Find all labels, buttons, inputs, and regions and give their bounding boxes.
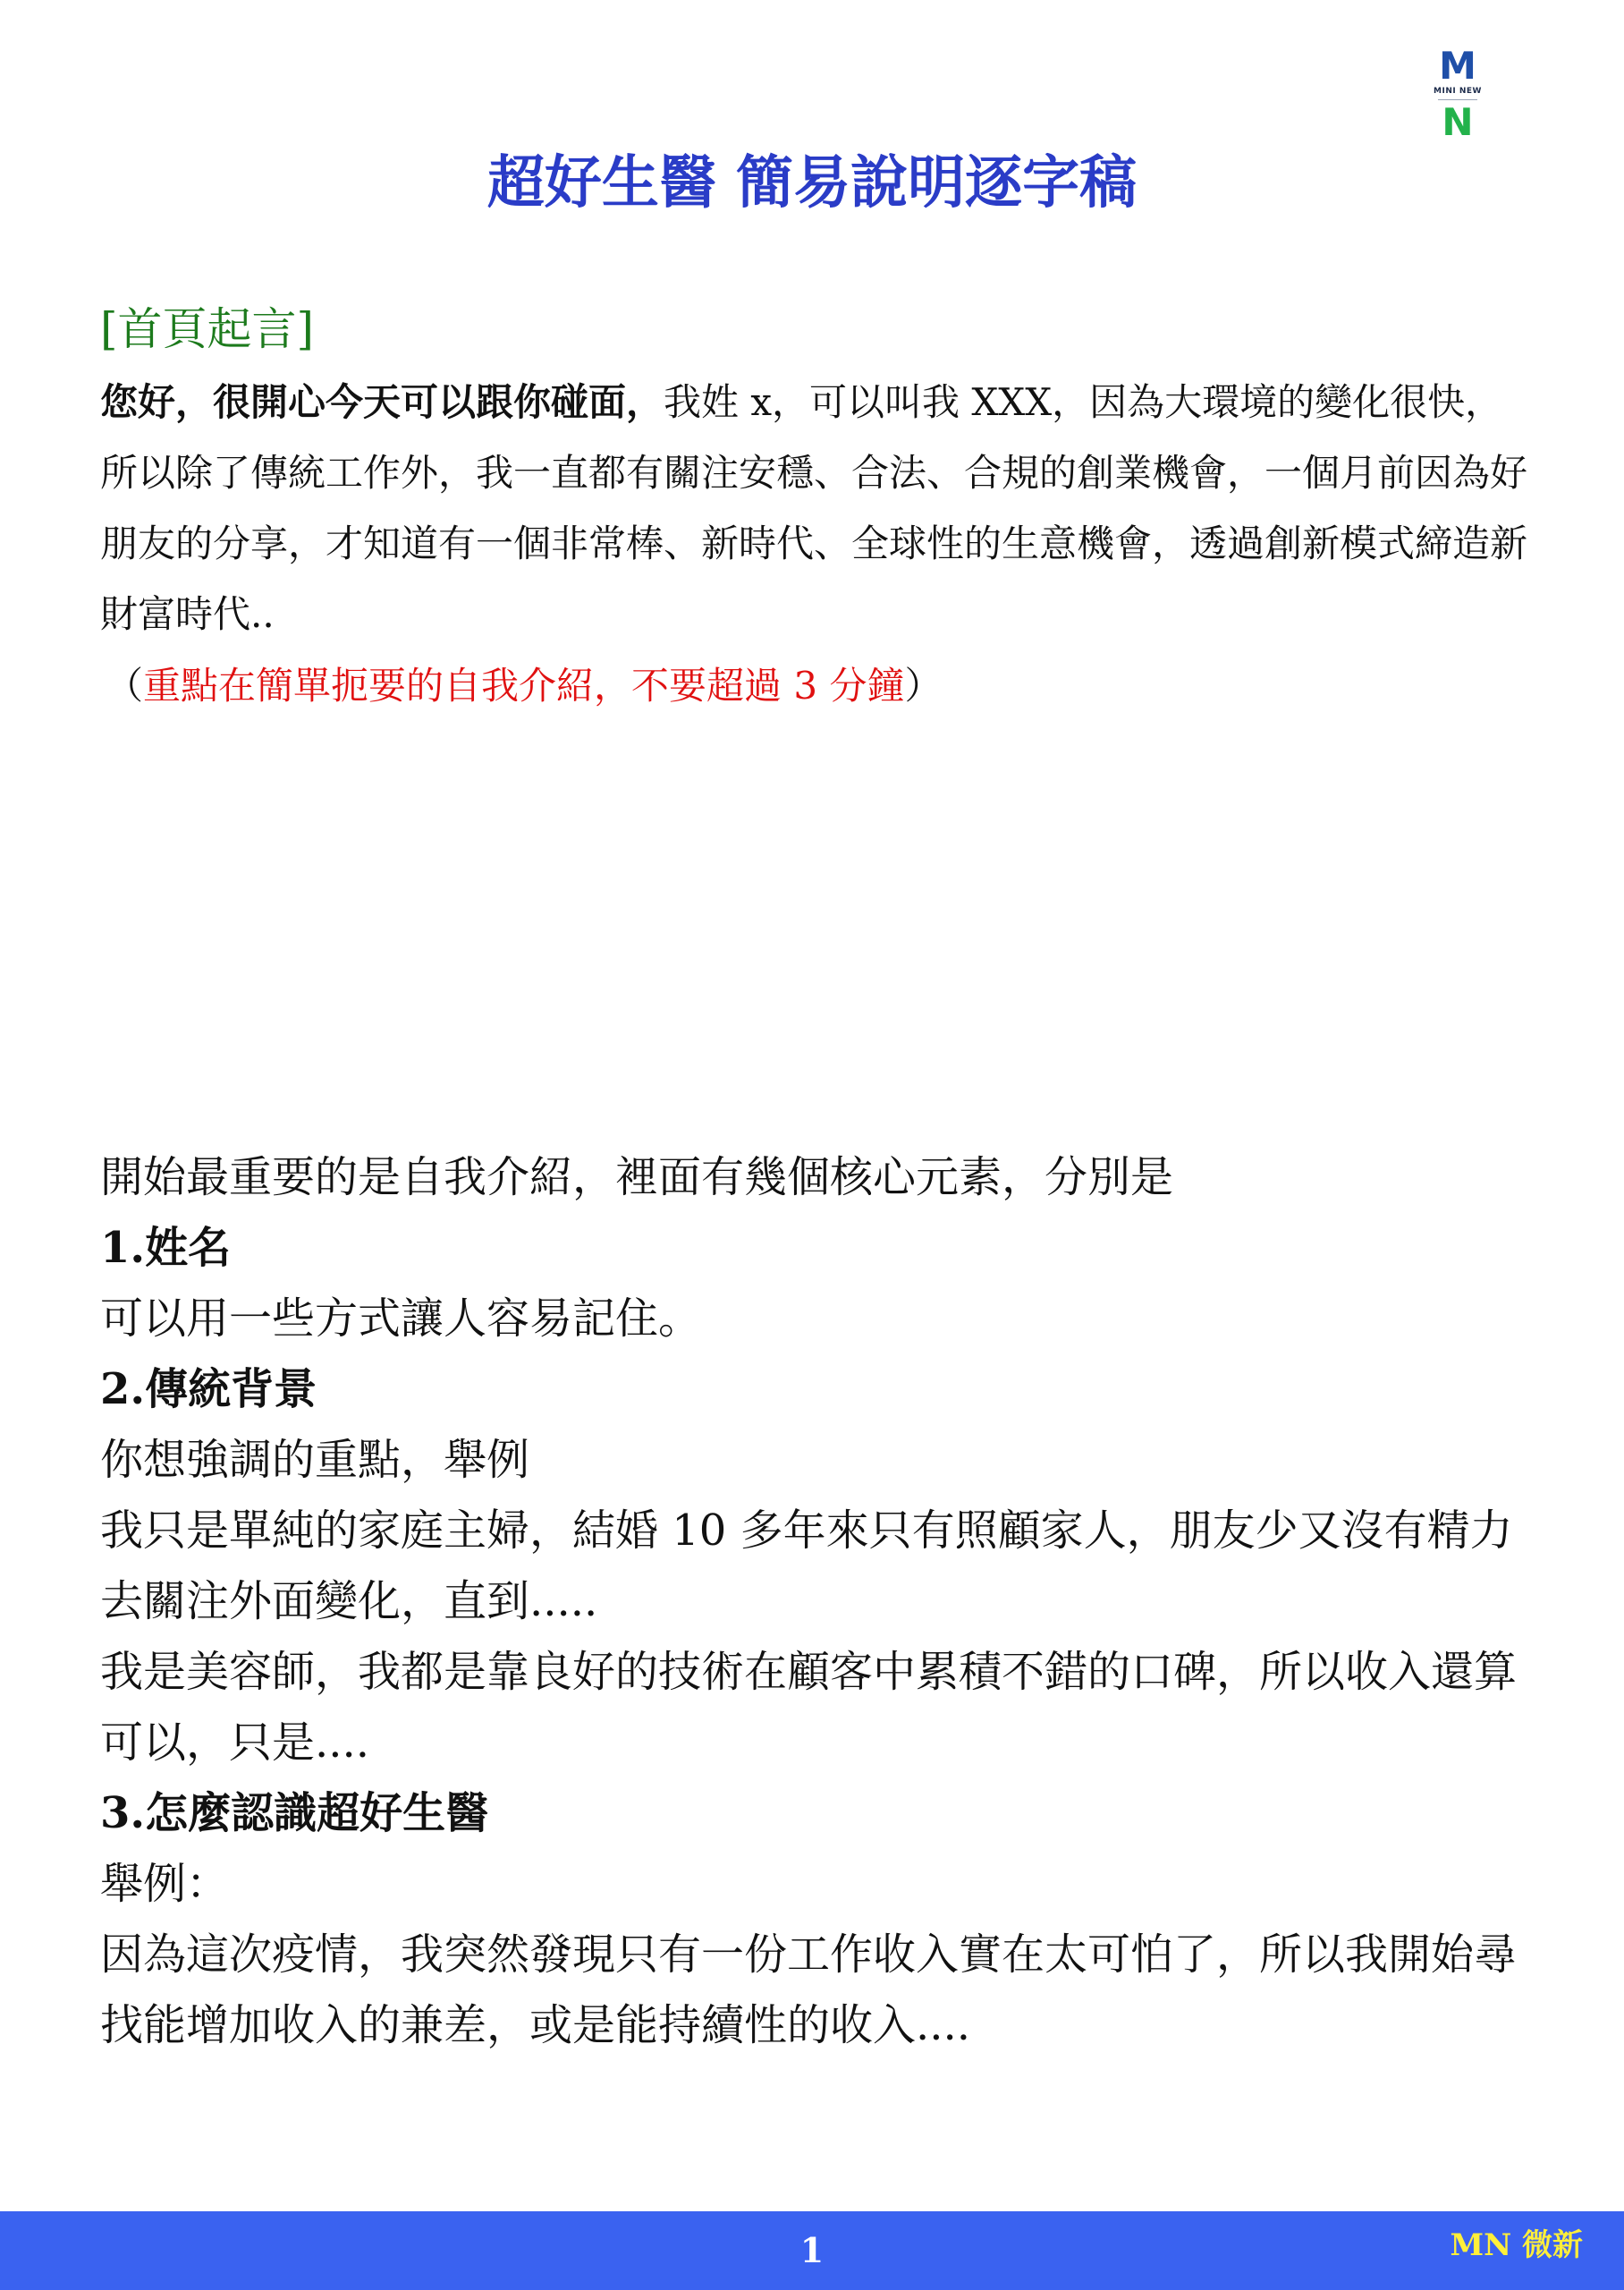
heading-how-met: 3.怎麼認識超好生醫: [100, 1788, 489, 1838]
section-label: [首頁起言]: [100, 303, 315, 355]
intro-note: [106, 650, 1536, 721]
heading-background: 2.傳統背景: [100, 1364, 317, 1414]
note-open-paren: （: [106, 664, 144, 708]
paragraph-background-example-2: 我是美容師，我都是靠良好的技術在顧客中累積不錯的口碑，所以收入還算可以，只是....: [100, 1647, 1518, 1768]
logo: [1422, 44, 1493, 145]
logo-subtitle: MINI NEW: [1434, 87, 1482, 96]
paragraph-background-intro: 你想強調的重點，舉例: [100, 1435, 530, 1485]
note-close-paren: ）: [904, 664, 943, 708]
body-content: [100, 1142, 1531, 2061]
footer-bar: [0, 2211, 1624, 2290]
footer-brand: MN 微新: [1450, 2227, 1583, 2263]
logo-n-icon: N: [1442, 100, 1474, 144]
note-text: 重點在簡單扼要的自我介紹，不要超過 3 分鐘: [143, 664, 905, 708]
intro-greeting: 您好，很開心今天可以跟你碰面，: [100, 380, 664, 424]
paragraph-how-met-intro: 舉例：: [100, 1859, 230, 1909]
intro-text: 我姓 x，可以叫我 XXX，因為大環境的變化很快，所以除了傳統工作外，我一直都有關注安穩、合法、合規的創業機會，一個月前因為好朋友的分享，才知道有一個非常棒、新時代、全球性的生意機會，透過創新模式締造新財富時代..: [100, 380, 1528, 636]
body-lead: 開始最重要的是自我介紹，裡面有幾個核心元素，分別是: [100, 1152, 1174, 1202]
page-number: 1: [799, 2230, 825, 2270]
heading-name: 1.姓名: [100, 1223, 232, 1273]
paragraph-background-example-1: 我只是單純的家庭主婦，結婚 10 多年來只有照顧家人，朋友少又沒有精力去關注外面變化，直到.....: [100, 1505, 1513, 1626]
page-title: 超好生醫 簡易說明逐字稿: [486, 150, 1138, 216]
logo-m-icon: M: [1439, 44, 1476, 88]
paragraph-name: 可以用一些方式讓人容易記住。: [100, 1293, 702, 1344]
intro-paragraph: [100, 367, 1531, 649]
paragraph-how-met-example: 因為這次疫情，我突然發現只有一份工作收入實在太可怕了，所以我開始尋找能增加收入的兼差，或是能持續性的收入....: [100, 1930, 1518, 2050]
